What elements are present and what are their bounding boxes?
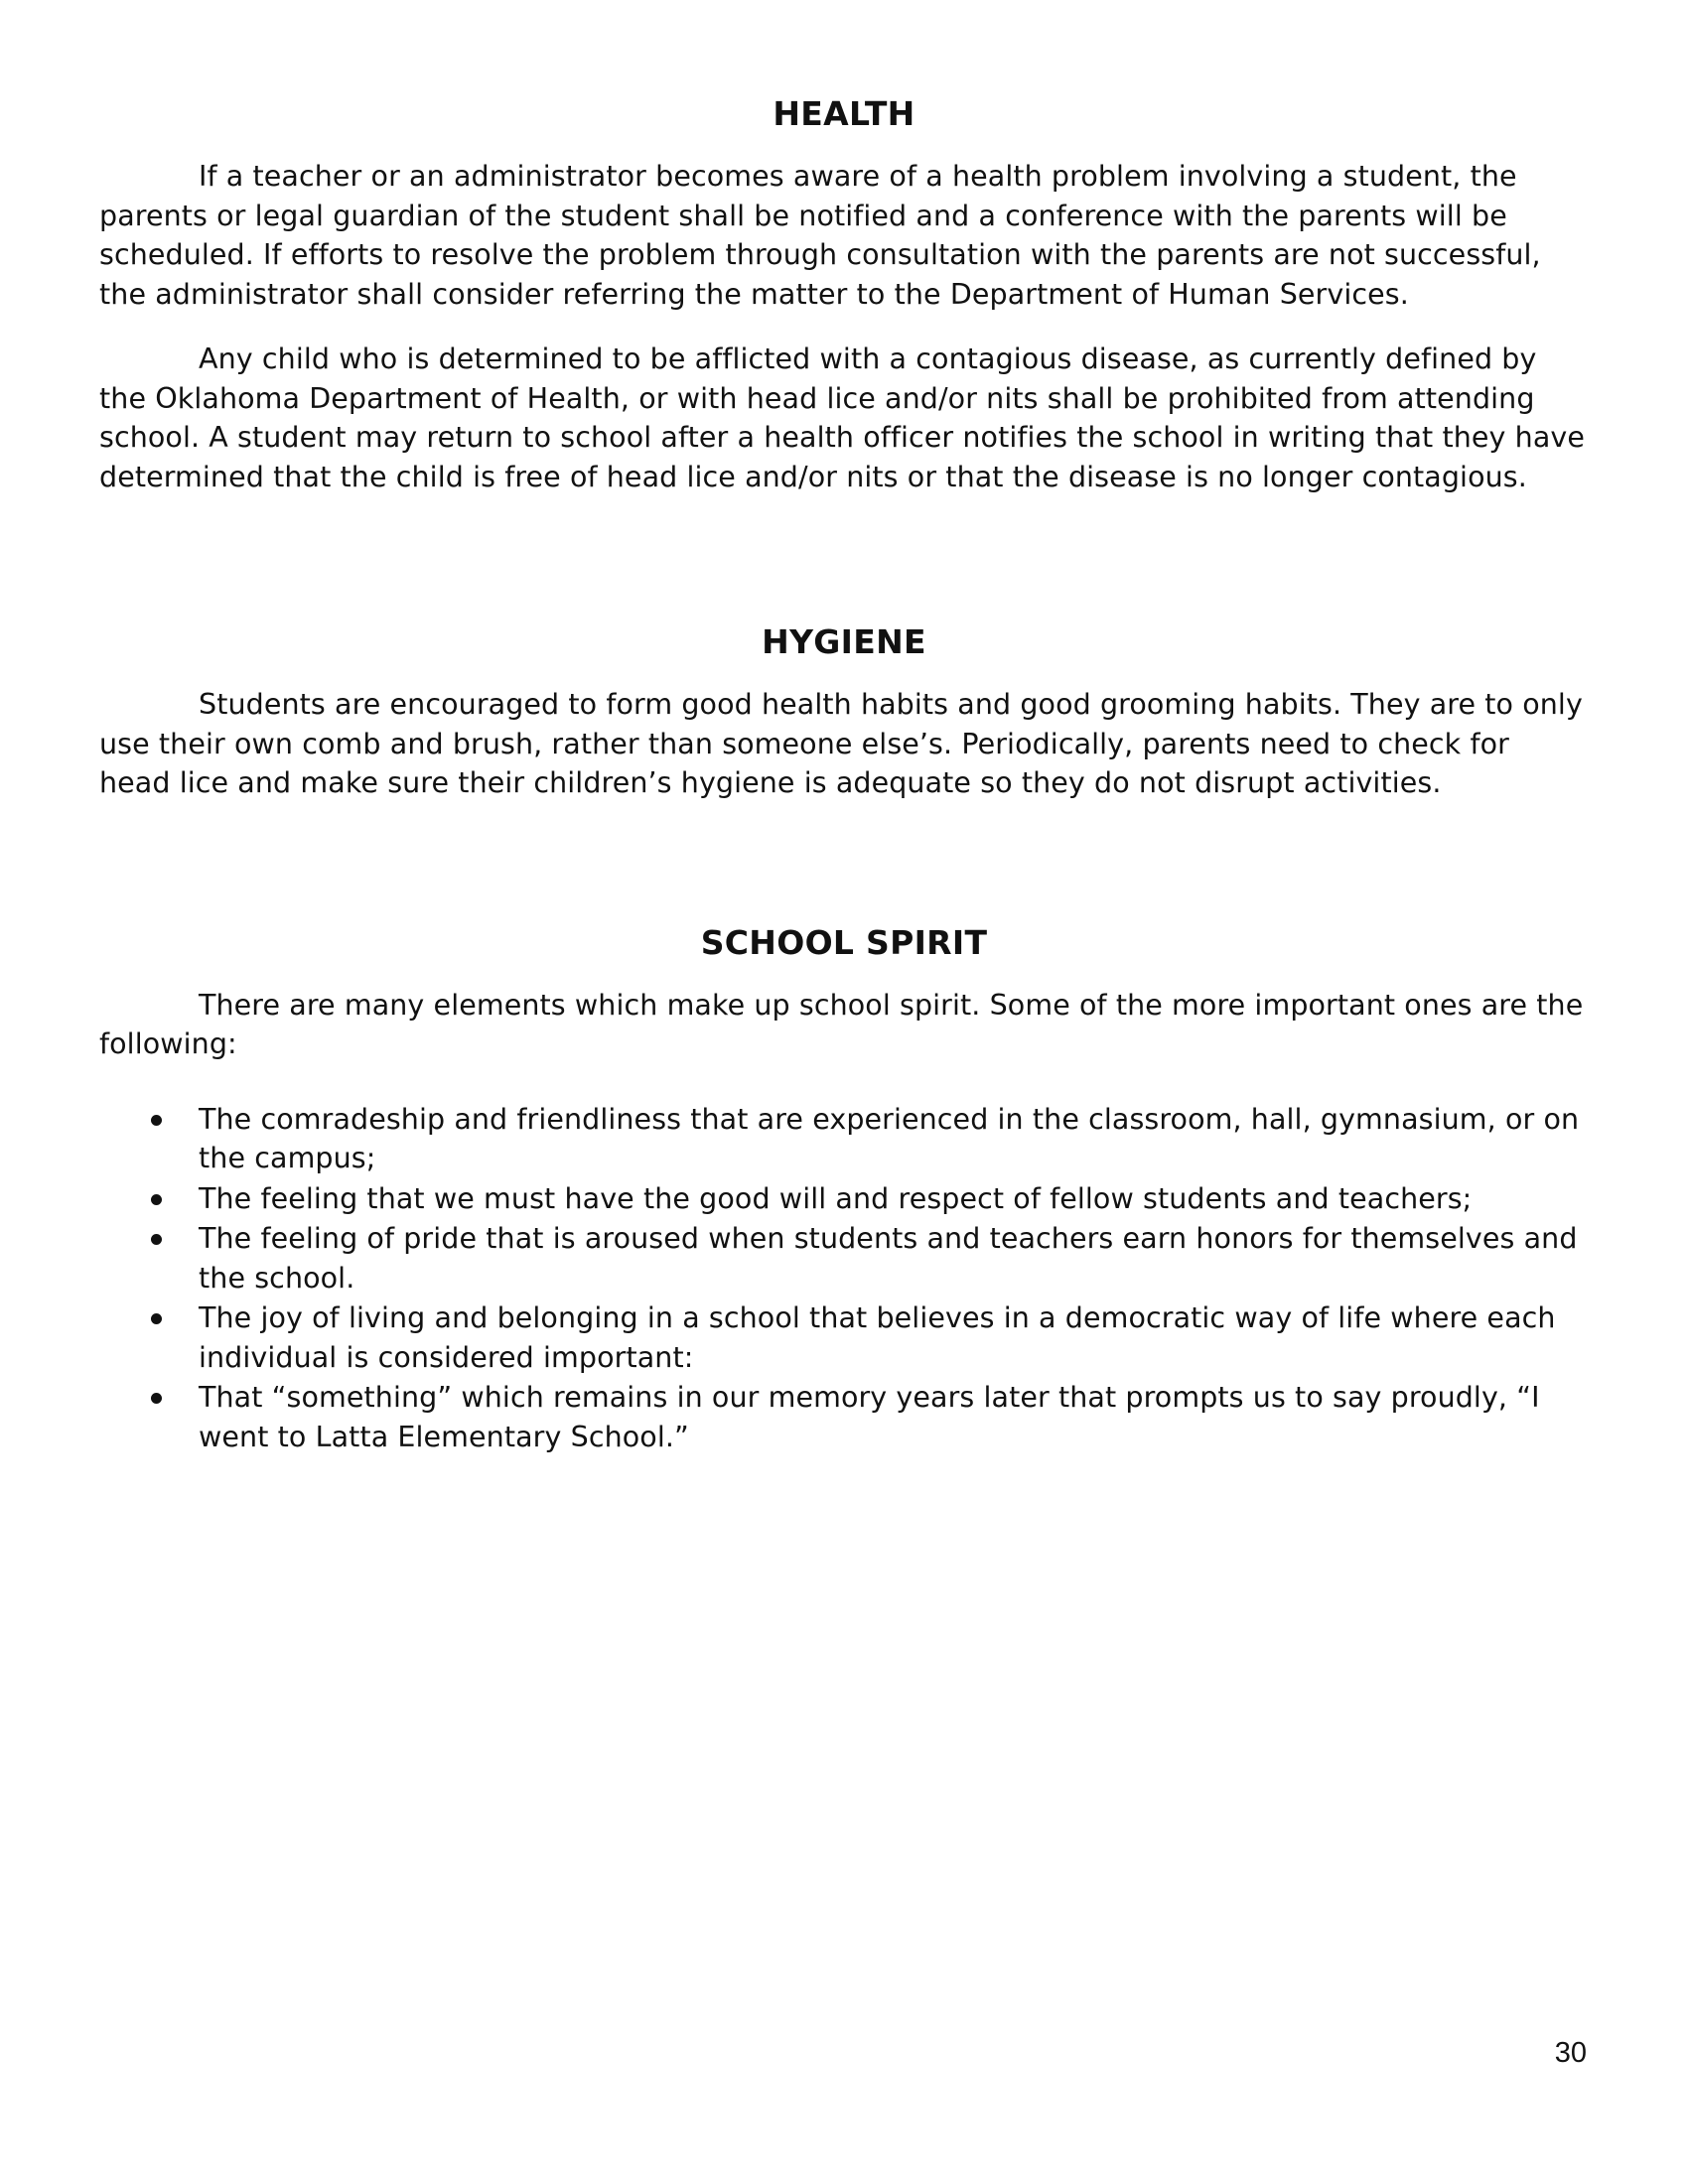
bullet-icon	[151, 1115, 162, 1126]
health-paragraph-2: Any child who is determined to be afflicted with a contagious disease, as currently defined by the Oklahoma Department of Health, or with head lice and/or nits shall be prohibited from attending school. A student may return to school after a health officer notifies the school in writing that they have determined that the child is free of head lice and/or nits or that the disease is no longer contagious.	[99, 342, 1585, 493]
list-item	[99, 1179, 1589, 1219]
list-item	[99, 1100, 1589, 1178]
bullet-icon	[151, 1234, 162, 1245]
health-heading: HEALTH	[773, 94, 915, 133]
section-gap	[99, 829, 1589, 918]
list-item	[99, 1298, 1589, 1377]
list-item	[99, 1378, 1589, 1456]
list-item-text: That “something” which remains in our memory years later that prompts us to say proudly, “I went to Latta Elementary School.”	[199, 1381, 1540, 1453]
hygiene-section	[99, 617, 1589, 803]
school-spirit-list	[99, 1100, 1589, 1457]
hygiene-paragraph: Students are encouraged to form good health habits and good grooming habits. They are to only use their own comb and brush, rather than someone else’s. Periodically, parents need to check for head lice and make sure their children’s hygiene is adequate so they do not disrupt activities.	[99, 688, 1583, 799]
bullet-icon	[151, 1313, 162, 1324]
page-number: 30	[1554, 2037, 1587, 2069]
school-spirit-heading: SCHOOL SPIRIT	[700, 922, 988, 962]
list-item-text: The feeling of pride that is aroused when students and teachers earn honors for themselves and the school.	[199, 1222, 1578, 1295]
school-spirit-intro: There are many elements which make up school spirit. Some of the more important ones are the following:	[99, 988, 1584, 1060]
school-spirit-section	[99, 918, 1589, 1457]
health-section	[99, 89, 1589, 496]
list-item-text: The joy of living and belonging in a school that believes in a democratic way of life where each individual is considered important:	[199, 1301, 1556, 1374]
bullet-icon	[151, 1194, 162, 1205]
list-item-text: The feeling that we must have the good will and respect of fellow students and teachers;	[199, 1181, 1473, 1215]
section-gap	[99, 522, 1589, 617]
list-item	[99, 1219, 1589, 1297]
health-paragraph-1: If a teacher or an administrator becomes aware of a health problem involving a student, the parents or legal guardian of the student shall be notified and a conference with the parents will be scheduled. If efforts to resolve the problem through consultation with the parents are not successful, the administrator shall consider referring the matter to the Department of Human Services.	[99, 160, 1541, 311]
list-item-text: The comradeship and friendliness that are experienced in the classroom, hall, gymnasium, or on the campus;	[199, 1102, 1580, 1174]
hygiene-heading: HYGIENE	[762, 622, 926, 661]
bullet-icon	[151, 1393, 162, 1404]
document-page	[99, 89, 1589, 1457]
